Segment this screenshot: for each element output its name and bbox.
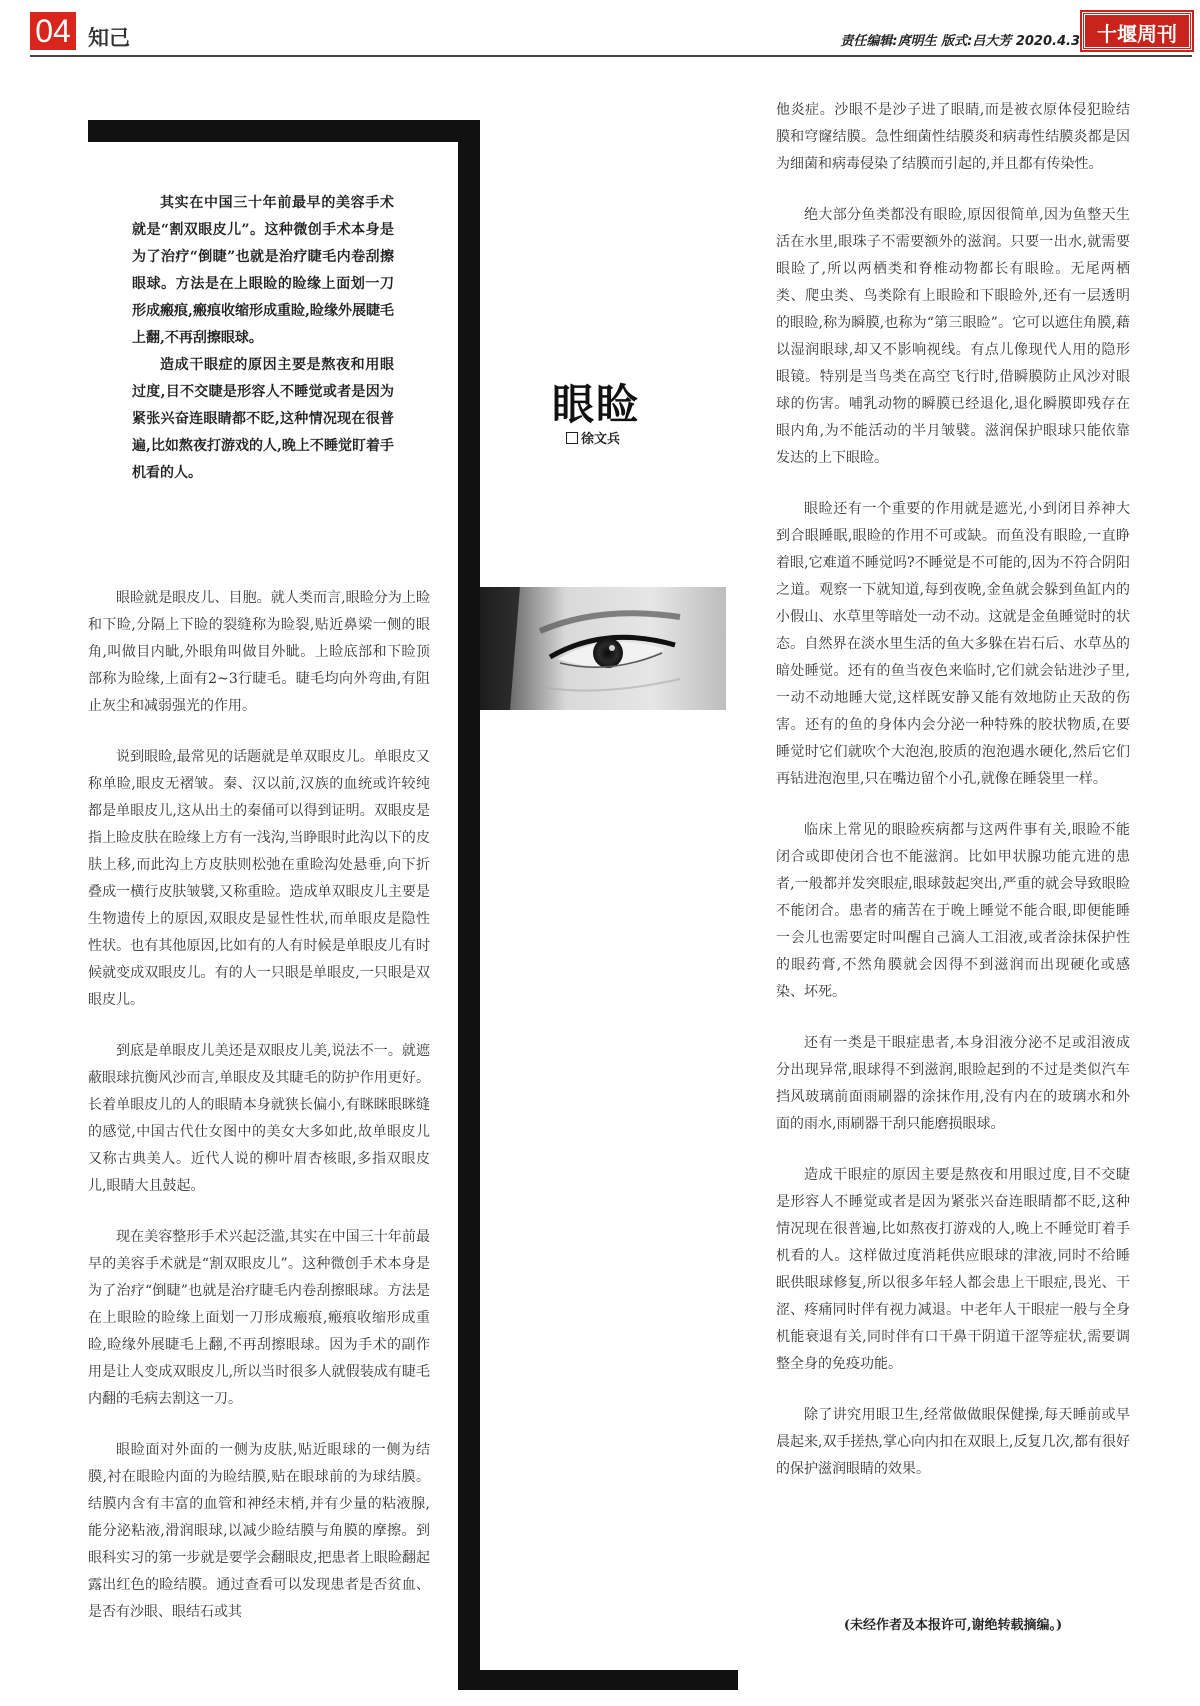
- author-box-icon: [566, 432, 578, 444]
- header-rule: [30, 55, 1192, 57]
- frame-bottom-bar: [458, 1670, 738, 1690]
- body-paragraph: 绝大部分鱼类都没有眼睑,原因很简单,因为鱼整天生活在水里,眼珠子不需要额外的滋润。只要一出水,就需要眼睑了,所以两栖类和脊椎动物都长有眼睑。无尾两栖类、爬虫类、鸟类除有上眼睑和下眼睑外,还有一层透明的眼睑,称为瞬膜,也称为“第三眼睑”。它可以遮住角膜,藉以湿润眼球,却又不影响视线。有点儿像现代人用的隐形眼镜。特别是当鸟类在高空飞行时,借瞬膜防止风沙对眼球的伤害。哺乳动物的瞬膜已经退化,退化瞬膜即残存在眼内角,为不能活动的半月皱襞。滋润保护眼球只能依靠发达的上下眼睑。: [776, 207, 1130, 466]
- body-paragraph: 除了讲究用眼卫生,经常做做眼保健操,每天睡前或早晨起来,双手搓热,掌心向内扣在双眼上,反复几次,都有很好的保护滋润眼睛的效果。: [776, 1407, 1130, 1477]
- body-paragraph: 临床上常见的眼睑疾病都与这两件事有关,眼睑不能闭合或即使闭合也不能滋润。比如甲状腺功能亢进的患者,一般都并发突眼症,眼球鼓起突出,严重的就会导致眼睑不能闭合。患者的痛苦在于晚上睡觉不能合眼,即便能睡一会儿也需要定时叫醒自己滴人工泪液,或者涂抹保护性的眼药膏,不然角膜就会因得不到滋润而出现硬化或感染、坏死。: [776, 822, 1130, 1000]
- body-paragraph: 眼睑面对外面的一侧为皮肤,贴近眼球的一侧为结膜,衬在眼睑内面的为睑结膜,贴在眼球前的为球结膜。结膜内含有丰富的血管和神经末梢,并有少量的粘液腺,能分泌粘液,滑润眼球,以减少睑结膜与角膜的摩擦。到眼科实习的第一步就是要学会翻眼皮,把患者上眼睑翻起露出红色的睑结膜。通过查看可以发现患者是否贫血、是否有沙眼、眼结石或其: [88, 1442, 430, 1620]
- body-paragraph: 他炎症。沙眼不是沙子进了眼睛,而是被衣原体侵犯睑结膜和穹窿结膜。急性细菌性结膜炎和病毒性结膜炎都是因为细菌和病毒侵染了结膜而引起的,并且都有传染性。: [776, 102, 1130, 172]
- editor-credits: 责任编辑:庹明生 版式:吕大芳 2020.4.3: [840, 34, 1080, 49]
- body-paragraph: 造成干眼症的原因主要是熬夜和用眼过度,目不交睫是形容人不睡觉或者是因为紧张兴奋连眼睛都不眨,这种情况现在很普遍,比如熬夜打游戏的人,晚上不睡觉盯着手机看的人。这样做过度消耗供应眼球的津液,同时不给睡眠供眼球修复,所以很多年轻人都会患上干眼症,畏光、干涩、疼痛同时伴有视力减退。中老年人干眼症一般与全身机能衰退有关,同时伴有口干鼻干阴道干涩等症状,需要调整全身的免疫功能。: [776, 1167, 1130, 1372]
- eye-closeup-photo: [480, 587, 726, 710]
- lede-paragraph: 造成干眼症的原因主要是熬夜和用眼过度,目不交睫是形容人不睡觉或者是因为紧张兴奋连眼睛都不眨,这种情况现在很普遍,比如熬夜打游戏的人,晚上不睡觉盯着手机看的人。: [132, 357, 394, 481]
- frame-top-bar: [88, 120, 480, 142]
- frame-vertical-bar: [458, 120, 480, 1690]
- body-paragraph: 到底是单眼皮儿美还是双眼皮儿美,说法不一。就遮蔽眼球抗衡风沙而言,单眼皮及其睫毛的防护作用更好。长着单眼皮儿的人的眼睛本身就狭长偏小,有眯眯眼眯缝的感觉,中国古代仕女图中的美女大多如此,故单眼皮儿又称古典美人。近代人说的柳叶眉杏核眼,多指双眼皮儿,眼睛大且鼓起。: [88, 1043, 430, 1194]
- author-name: 徐文兵: [581, 432, 621, 447]
- body-column-right: [776, 97, 1130, 1507]
- body-paragraph: 说到眼睑,最常见的话题就是单双眼皮儿。单眼皮又称单睑,眼皮无褶皱。秦、汉以前,汉族的血统或许较纯都是单眼皮儿,这从出土的秦俑可以得到证明。双眼皮是指上睑皮肤在睑缘上方有一浅沟,当睁眼时此沟以下的皮肤上移,而此沟上方皮肤则松弛在重睑沟处悬垂,向下折叠成一横行皮肤皱襞,又称重睑。造成单双眼皮儿主要是生物遗传上的原因,双眼皮是显性性状,而单眼皮是隐性性状。也有其他原因,比如有的人有时候是单眼皮儿有时候就变成双眼皮儿。有的人一只眼是单眼皮,一只眼是双眼皮儿。: [88, 749, 430, 1008]
- body-paragraph: 眼睑还有一个重要的作用就是遮光,小到闭目养神大到合眼睡眠,眼睑的作用不可或缺。而鱼没有眼睑,一直睁着眼,它难道不睡觉吗?不睡觉是不可能的,因为不符合阴阳之道。观察一下就知道,每到夜晚,金鱼就会躲到鱼缸内的小假山、水草里等暗处一动不动。这就是金鱼睡觉时的状态。自然界在淡水里生活的鱼大多躲在岩石后、水草丛的暗处睡觉。还有的鱼当夜色来临时,它们就会钻进沙子里,一动不动地睡大觉,这样既安静又能有效地防止天敌的伤害。还有的鱼的身体内会分泌一种特殊的胶状物质,在要睡觉时它们就吹个大泡泡,胶质的泡泡遇水硬化,然后它们再钻进泡泡里,只在嘴边留个小孔,就像在睡袋里一样。: [776, 501, 1130, 787]
- article-title: 眼睑: [552, 380, 641, 429]
- section-name: 知己: [88, 26, 130, 50]
- page-number: 04: [30, 12, 76, 50]
- masthead-logo: 十堰周刊: [1082, 12, 1192, 50]
- body-column-left: [88, 585, 430, 1650]
- article-author: [566, 428, 620, 447]
- article-lede: [132, 190, 394, 487]
- eye-photo-svg: [480, 587, 726, 710]
- body-paragraph: 还有一类是干眼症患者,本身泪液分泌不足或泪液成分出现异常,眼球得不到滋润,眼睑起到的不过是类似汽车挡风玻璃前面雨刷器的涂抹作用,没有内在的玻璃水和外面的雨水,雨刷器干刮只能磨损眼球。: [776, 1035, 1130, 1132]
- copyright-notice: (未经作者及本报许可,谢绝转载摘编。): [843, 1618, 1063, 1633]
- body-paragraph: 现在美容整形手术兴起泛滥,其实在中国三十年前最早的美容手术就是“割双眼皮儿”。这种微创手术本身是为了治疗“倒睫”也就是治疗睫毛内卷刮擦眼球。方法是在上眼睑的睑缘上面划一刀形成瘢痕,瘢痕收缩形成重睑,睑缘外展睫毛上翻,不再刮擦眼球。因为手术的副作用是让人变成双眼皮儿,所以当时很多人就假装成有睫毛内翻的毛病去割这一刀。: [88, 1229, 430, 1407]
- lede-paragraph: 其实在中国三十年前最早的美容手术就是“割双眼皮儿”。这种微创手术本身是为了治疗“倒睫”也就是治疗睫毛内卷刮擦眼球。方法是在上眼睑的睑缘上面划一刀形成瘢痕,瘢痕收缩形成重睑,睑缘外展睫毛上翻,不再刮擦眼球。: [132, 195, 394, 346]
- body-paragraph: 眼睑就是眼皮儿、目胞。就人类而言,眼睑分为上睑和下睑,分隔上下睑的裂缝称为睑裂,贴近鼻梁一侧的眼角,叫做目内眦,外眼角叫做目外眦。上睑底部和下睑顶部称为睑缘,上面有2~3行睫毛。睫毛均向外弯曲,有阻止灰尘和减弱强光的作用。: [88, 590, 430, 714]
